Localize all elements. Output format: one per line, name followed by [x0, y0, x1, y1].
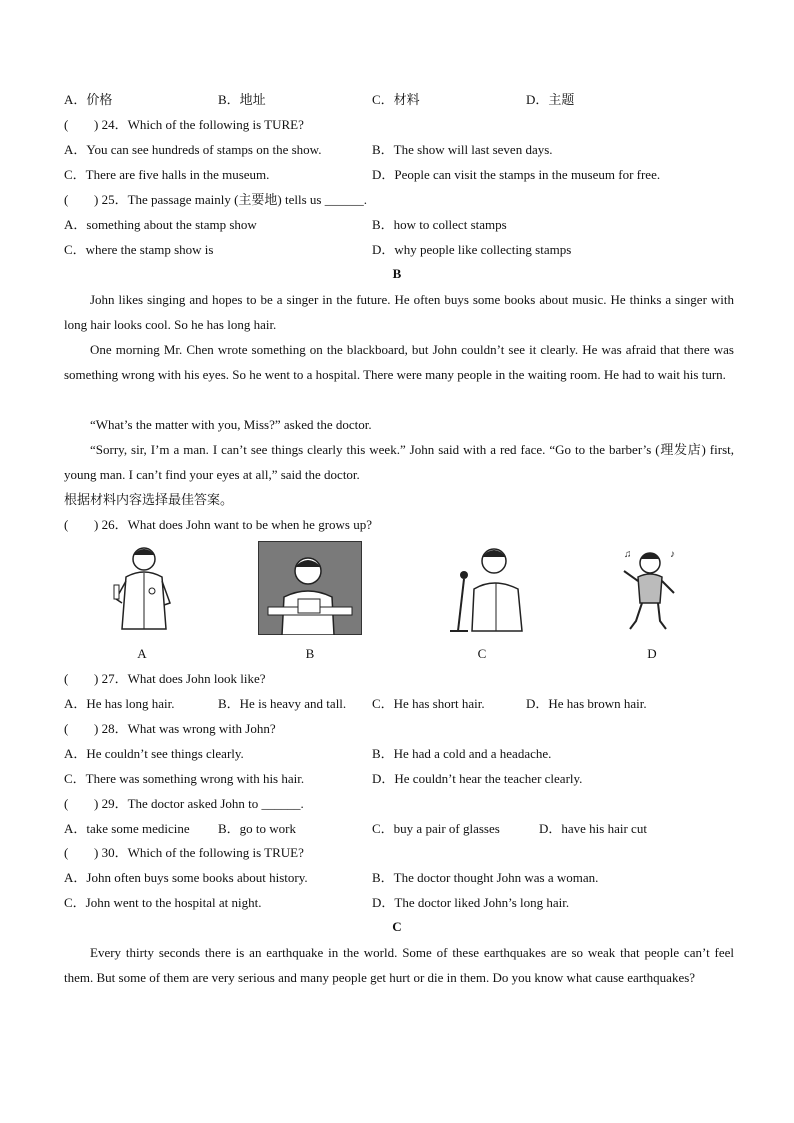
answer-paren: ( [64, 796, 69, 811]
passage-b-para-1: John likes singing and hopes to be a singer in the future. He often buys some books about music. He thinks a singer with long hair looks cool. So he has long hair. [64, 292, 734, 332]
q25-option-b: B．how to collect stamps [372, 217, 507, 232]
instruction: 根据材料内容选择最佳答案。 [64, 492, 234, 507]
section-c-heading: C [392, 919, 402, 934]
q24-option-c: C．There are five halls in the museum. [64, 167, 270, 182]
q25-option-c: C．where the stamp show is [64, 242, 214, 257]
passage-c-para: Every thirty seconds there is an earthquake in the world. Some of these earthquakes are so weak that people can’t feel them. But some of them are very serious and many people get hurt or die in them. Do you know what cause earthquakes? [64, 945, 734, 985]
q30-option-b: B．The doctor thought John was a woman. [372, 870, 599, 885]
teacher-picture [258, 541, 362, 635]
section-b-heading: B [392, 266, 402, 281]
q28-question: ) 28．What was wrong with John? [94, 721, 276, 736]
q28-option-c: C．There was something wrong with his hair. [64, 771, 305, 786]
q25-option-d: D．why people like collecting stamps [372, 242, 572, 257]
passage-b-para-2: One morning Mr. Chen wrote something on the blackboard, but John couldn’t see it clearly. He was afraid that there was something wrong with his eyes. So he went to a hospital. There were many people in the waiting room. He had to wait his turn. [64, 342, 734, 382]
q26-stem [64, 517, 372, 533]
svg-text:♪: ♪ [670, 549, 675, 560]
q30-question: ) 30．Which of the following is TRUE? [94, 845, 304, 860]
passage-b-para-4: “Sorry, sir, I’m a man. I can’t see things clearly this week.” John said with a red face. “Go to the barber’s (理发店) first, young man. I can’t find your eyes at all,” said the doctor. [64, 442, 734, 482]
q24-option-a: A．You can see hundreds of stamps on the show. [64, 142, 322, 157]
q29-option-d: D．have his hair cut [539, 821, 647, 836]
picture-label-d: D [647, 646, 657, 661]
q29-stem [64, 796, 304, 812]
q25-option-a: A．something about the stamp show [64, 217, 257, 232]
answer-paren: ( [64, 721, 69, 736]
q24-question: ) 24．Which of the following is TURE? [94, 117, 304, 132]
q29-question: ) 29．The doctor asked John to ______. [94, 796, 304, 811]
q24-option-b: B．The show will last seven days. [372, 142, 553, 157]
q24-stem [64, 117, 304, 133]
q27-option-b: B．He is heavy and tall. [218, 696, 347, 711]
answer-paren: ( [64, 517, 69, 532]
q23-option-a: A．价格 [64, 92, 113, 107]
q27-option-d: D．He has brown hair. [526, 696, 647, 711]
doctor-picture [108, 541, 178, 635]
answer-paren: ( [64, 117, 69, 132]
q23-option-c: C．材料 [372, 92, 420, 107]
q23-option-d: D．主题 [526, 92, 575, 107]
q27-question: ) 27．What does John look like? [94, 671, 266, 686]
picture-label-c: C [477, 646, 487, 661]
q25-question: ) 25．The passage mainly (主要地) tells us ______. [94, 192, 367, 207]
q30-option-c: C．John went to the hospital at night. [64, 895, 262, 910]
q28-stem [64, 721, 276, 737]
q27-stem [64, 671, 266, 687]
q26-question: ) 26．What does John want to be when he grows up? [94, 517, 372, 532]
q28-option-d: D．He couldn’t hear the teacher clearly. [372, 771, 583, 786]
q30-option-d: D．The doctor liked John’s long hair. [372, 895, 570, 910]
answer-paren: ( [64, 671, 69, 686]
q24-option-d: D．People can visit the stamps in the museum for free. [372, 167, 661, 182]
answer-paren: ( [64, 192, 69, 207]
q29-option-b: B．go to work [218, 821, 297, 836]
q27-option-c: C．He has short hair. [372, 696, 485, 711]
q28-option-a: A．He couldn’t see things clearly. [64, 746, 244, 761]
singer-picture [438, 541, 526, 635]
svg-text:♫: ♫ [624, 549, 632, 560]
q29-option-c: C．buy a pair of glasses [372, 821, 500, 836]
q29-option-a: A．take some medicine [64, 821, 190, 836]
picture-label-b: B [305, 646, 315, 661]
picture-label-a: A [137, 646, 147, 661]
q30-option-a: A．John often buys some books about history. [64, 870, 308, 885]
dancer-picture [614, 541, 688, 635]
q30-stem [64, 845, 304, 861]
passage-b-para-3: “What’s the matter with you, Miss?” asked the doctor. [90, 417, 372, 432]
q23-option-b: B．地址 [218, 92, 266, 107]
answer-paren: ( [64, 845, 69, 860]
q27-option-a: A．He has long hair. [64, 696, 175, 711]
q28-option-b: B．He had a cold and a headache. [372, 746, 552, 761]
q25-stem [64, 192, 367, 208]
